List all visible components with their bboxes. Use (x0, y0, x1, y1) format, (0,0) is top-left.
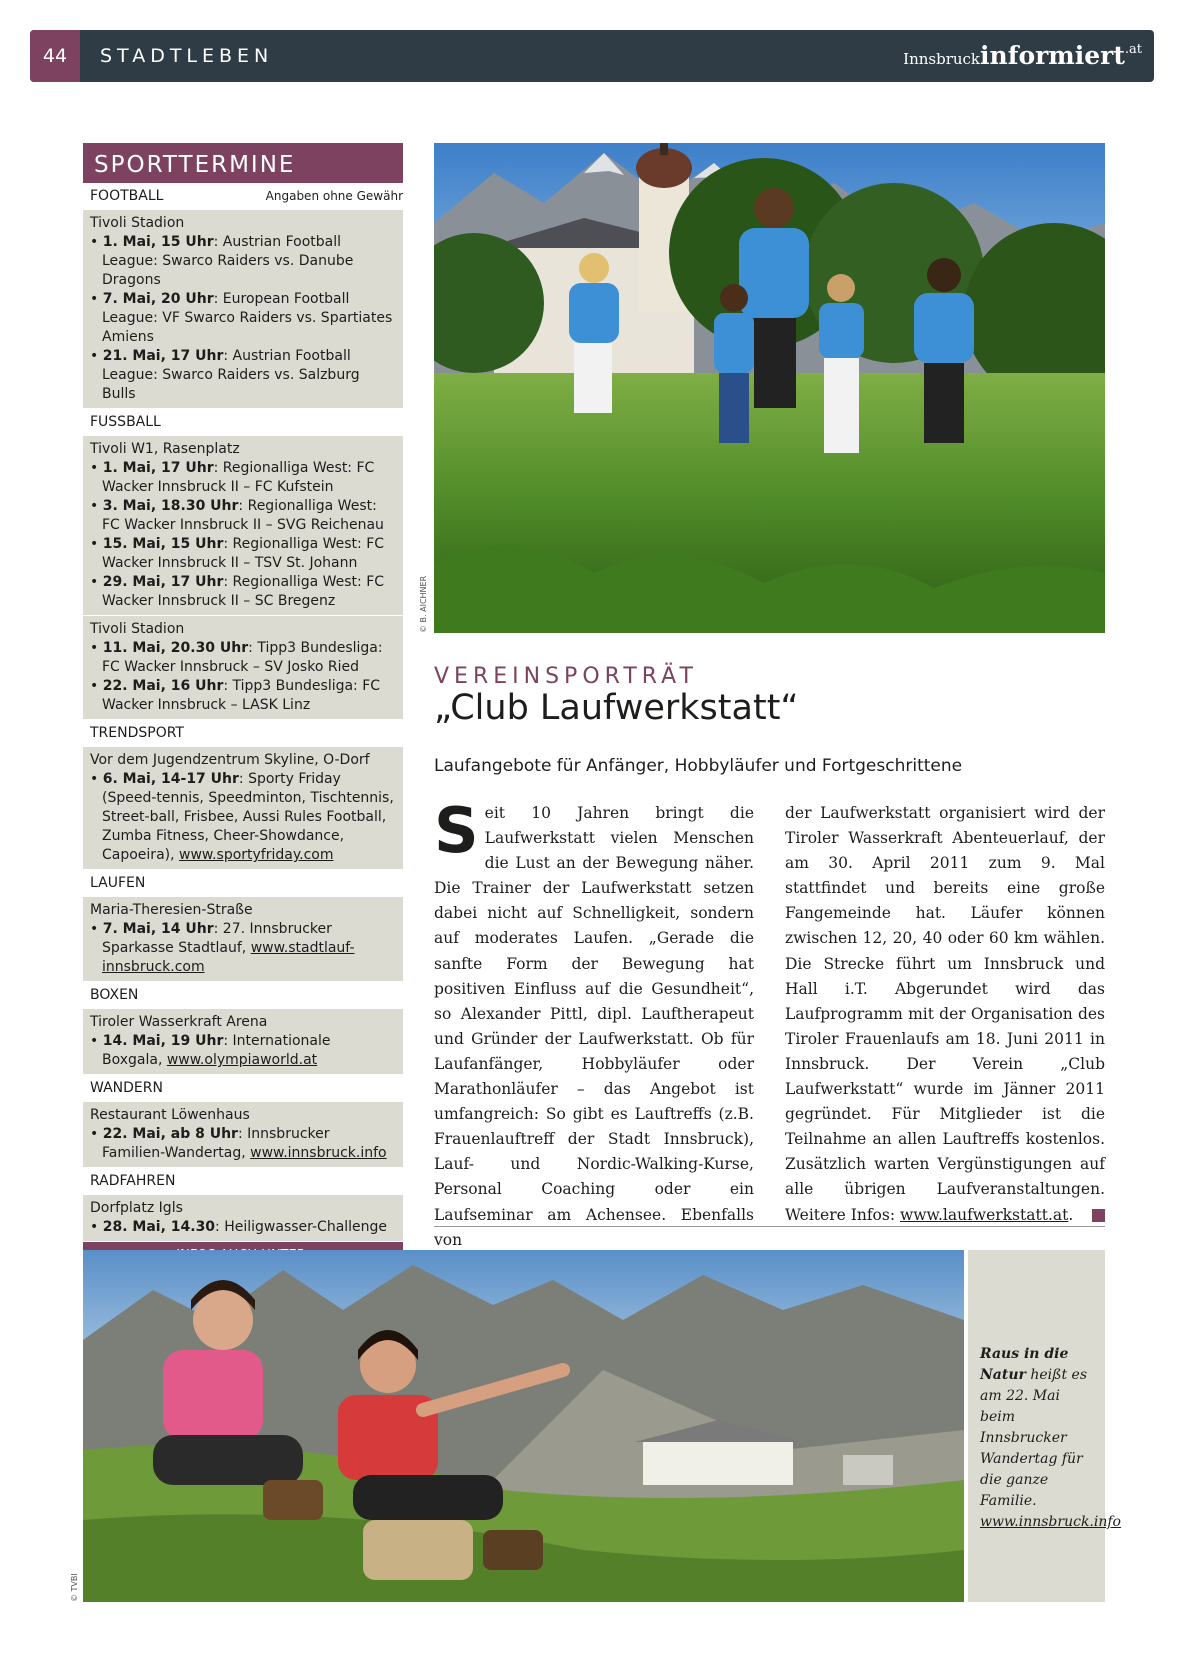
event-date: 29. Mai, 17 Uhr (102, 574, 224, 590)
category-trendsport (83, 720, 403, 747)
event-box-fussball-w1 (83, 436, 403, 615)
event-text: : Regionalliga West: FC Wacker Innsbruck II – TSV St. Johann (102, 536, 385, 571)
event-text: : Tipp3 Bundesliga: FC Wacker Innsbruck – LASK Linz (102, 678, 381, 713)
article-text-1: eit 10 Jahren bringt die Laufwerkstatt vielen Menschen die Lust an der Bewegung näher. Die Trainer der Laufwerkstatt setzen dabei nicht auf Schnelligkeit, sondern auf moderates Laufen. „Gerade die sanfte Form der Bewegung hat positiven Einfluss auf die Gesundheit“, so Alexander Pittl, dipl. Lauftherapeut und Gründer der Laufwerkstatt. Ob für Laufanfänger, Hobbyläufer oder Marathonläufer – das Angebot ist umfangreich: So gibt es Lauftreffs (z.B. Frauenlauftreff der Stadt Innsbruck), Lauf- und Nordic-Walking-Kurse, Personal Coaching oder ein Laufseminar am Achensee. Ebenfalls von (434, 804, 754, 1249)
event-item: • 7. Mai, 20 Uhr: European Football League: VF Swarco Raiders vs. Spartiates Amiens (90, 291, 393, 345)
photo-credit-bottom: © TVBI (70, 1573, 79, 1602)
event-date: 7. Mai, 20 Uhr (102, 291, 214, 307)
disclaimer: Angaben ohne Gewähr (265, 189, 403, 203)
event-text: : Heiligwasser-Challenge (215, 1219, 388, 1235)
category-label: LAUFEN (90, 875, 146, 891)
event-text: : Tipp3 Bundesliga: FC Wacker Innsbruck – SV Josko Ried (102, 640, 383, 675)
church-spire (660, 143, 668, 155)
event-link[interactable]: www.sportyfriday.com (179, 847, 334, 863)
category-laufen (83, 870, 403, 897)
event-location: Restaurant Löwenhaus (90, 1107, 250, 1123)
event-text: : Austrian Football League: Swarco Raiders vs. Salzburg Bulls (102, 348, 360, 402)
event-box-football (83, 210, 403, 408)
event-date: 3. Mai, 18.30 Uhr (102, 498, 239, 514)
runners-photo (434, 143, 1105, 633)
category-label: RADFAHREN (90, 1173, 176, 1189)
event-link[interactable]: www.innsbruck.info (250, 1145, 387, 1161)
event-text: : Sporty Friday (Speed-tennis, Speedminton, Tischtennis, Street-ball, Frisbee, Aussi Rules Football, Zumba Fitness, Cheer-Showdance, Capoeira), (102, 771, 394, 863)
article-link[interactable]: www.laufwerkstatt.at (900, 1205, 1069, 1224)
photo-credit-top: © B. AICHNER (419, 575, 428, 633)
category-label: BOXEN (90, 987, 139, 1003)
caption-text: heißt es am 22. Mai beim Innsbrucker Wandertag für die ganze Familie. (980, 1367, 1088, 1509)
event-text: : Regionalliga West: FC Wacker Innsbruck II – SC Bregenz (102, 574, 385, 609)
logo-part-at: .at (1124, 42, 1142, 57)
event-text: : Innsbrucker Familien-Wandertag, (102, 1126, 330, 1161)
event-item: • 15. Mai, 15 Uhr: Regionalliga West: FC Wacker Innsbruck II – TSV St. Johann (90, 536, 385, 571)
event-box-wandern (83, 1102, 403, 1167)
event-location: Tivoli Stadion (90, 215, 185, 231)
event-date: 6. Mai, 14-17 Uhr (102, 771, 239, 787)
category-label: WANDERN (90, 1080, 163, 1096)
event-text: : Regionalliga West: FC Wacker Innsbruck II – FC Kufstein (102, 460, 375, 495)
event-location: Tivoli Stadion (90, 621, 185, 637)
mountain-hut (643, 1440, 793, 1485)
event-item: • 1. Mai, 17 Uhr: Regionalliga West: FC Wacker Innsbruck II – FC Kufstein (90, 460, 375, 495)
logo-part-innsbruck: Innsbruck (903, 50, 981, 68)
caption-bold: Raus in die Natur (980, 1346, 1069, 1383)
event-date: 11. Mai, 20.30 Uhr (102, 640, 249, 656)
article-text-2: der Laufwerkstatt organisiert wird der Tiroler Wasserkraft Abenteuerlauf, der am 30. April 2011 zum 9. Mal stattfindet und bereits eine große Fangemeinde hat. Läufer können zwischen 12, 20, 40 oder 60 km wählen. Die Strecke führt um Innsbruck und Hall i.T. Abgerundet wird das Laufprogramm mit der Organisation des Tiroler Frauenlaufs am 18. Juni 2011 in Innsbruck. Der Verein „Club Laufwerkstatt“ wurde im Jänner 2011 gegründet. Für Mitglieder ist die Teilnahme an allen Lauftreffs kostenlos. Zusätzlich warten Vergünstigungen auf alle übrigen Laufveranstaltungen. Weitere Infos: (785, 804, 1105, 1224)
event-item: • 7. Mai, 14 Uhr: 27. Innsbrucker Sparkasse Stadtlauf, www.stadtlauf-innsbruck.com (90, 921, 355, 975)
event-date: 7. Mai, 14 Uhr (102, 921, 214, 937)
category-radfahren (83, 1168, 403, 1195)
event-item: • 22. Mai, ab 8 Uhr: Innsbrucker Familien-Wandertag, www.innsbruck.info (90, 1126, 387, 1161)
event-item: • 11. Mai, 20.30 Uhr: Tipp3 Bundesliga: FC Wacker Innsbruck – SV Josko Ried (90, 640, 383, 675)
lift-station (843, 1455, 893, 1485)
event-date: 22. Mai, ab 8 Uhr (102, 1126, 238, 1142)
event-date: 15. Mai, 15 Uhr (102, 536, 224, 552)
event-date: 21. Mai, 17 Uhr (102, 348, 224, 364)
event-text: : 27. Innsbrucker Sparkasse Stadtlauf, (102, 921, 332, 956)
event-item: • 21. Mai, 17 Uhr: Austrian Football League: Swarco Raiders vs. Salzburg Bulls (90, 348, 360, 402)
category-football (83, 183, 403, 210)
article-kicker: VEREINSPORTRÄT (434, 664, 698, 689)
event-box-trendsport (83, 747, 403, 869)
event-item: • 1. Mai, 15 Uhr: Austrian Football League: Swarco Raiders vs. Danube Dragons (90, 234, 354, 288)
event-location: Vor dem Jugendzentrum Skyline, O-Dorf (90, 752, 370, 768)
event-item: • 28. Mai, 14.30: Heiligwasser-Challenge (90, 1219, 388, 1235)
event-link[interactable]: www.olympiaworld.at (166, 1052, 318, 1068)
article-column-2 (785, 801, 1105, 1228)
event-date: 14. Mai, 19 Uhr (102, 1033, 224, 1049)
event-box-boxen (83, 1009, 403, 1074)
event-location: Tivoli W1, Rasenplatz (90, 441, 240, 457)
publication-logo (903, 41, 1142, 70)
event-box-fussball-stadion (83, 616, 403, 719)
category-fussball (83, 409, 403, 436)
event-item: • 22. Mai, 16 Uhr: Tipp3 Bundesliga: FC Wacker Innsbruck – LASK Linz (90, 678, 381, 713)
event-item: • 6. Mai, 14-17 Uhr: Sporty Friday (Speed-tennis, Speedminton, Tischtennis, Street-ball, Frisbee, Aussi Rules Football, Zumba Fitness, Cheer-Showdance, Capoeira), www.sportyfriday.com (90, 771, 394, 863)
article-divider (434, 1226, 1105, 1227)
page-header (30, 30, 1154, 82)
sporttermine-sidebar (83, 143, 403, 1319)
category-wandern (83, 1075, 403, 1102)
caption-link[interactable]: www.innsbruck.info (980, 1514, 1121, 1530)
event-text: : Internationale Boxgala, (102, 1033, 331, 1068)
event-date: 28. Mai, 14.30 (102, 1219, 216, 1235)
event-date: 1. Mai, 15 Uhr (102, 234, 214, 250)
hikers-photo (83, 1250, 964, 1602)
article-lead: Laufangebote für Anfänger, Hobbyläufer und Fortgeschrittene (434, 756, 963, 776)
photo-caption (968, 1250, 1121, 1602)
event-location: Dorfplatz Igls (90, 1200, 183, 1216)
event-item: • 14. Mai, 19 Uhr: Internationale Boxgala, www.olympiaworld.at (90, 1033, 331, 1068)
category-label: FOOTBALL (90, 188, 164, 204)
event-date: 22. Mai, 16 Uhr (102, 678, 224, 694)
event-box-laufen (83, 897, 403, 981)
logo-part-informiert: informiert (980, 41, 1125, 70)
event-date: 1. Mai, 17 Uhr (102, 460, 214, 476)
event-box-radfahren (83, 1195, 403, 1241)
article-text-2-end: . (1068, 1205, 1074, 1224)
article-column-1 (434, 794, 754, 1253)
section-title: STADTLEBEN (100, 45, 274, 67)
event-text: : Regionalliga West: FC Wacker Innsbruck II – SVG Reichenau (102, 498, 384, 533)
event-link[interactable]: www.stadtlauf-innsbruck.com (102, 940, 355, 975)
event-location: Maria-Theresien-Straße (90, 902, 253, 918)
category-label: TRENDSPORT (90, 725, 184, 741)
event-text: : European Football League: VF Swarco Raiders vs. Spartiates Amiens (102, 291, 393, 345)
category-label: FUSSBALL (90, 414, 161, 430)
page-number: 44 (30, 30, 80, 82)
sidebar-title: SPORTTERMINE (83, 143, 403, 183)
end-mark-icon (1092, 1209, 1105, 1222)
event-item: • 29. Mai, 17 Uhr: Regionalliga West: FC Wacker Innsbruck II – SC Bregenz (90, 574, 385, 609)
article-headline: „Club Laufwerkstatt“ (434, 688, 799, 728)
event-item: • 3. Mai, 18.30 Uhr: Regionalliga West: FC Wacker Innsbruck II – SVG Reichenau (90, 498, 384, 533)
drop-cap: S (434, 794, 479, 867)
event-text: : Austrian Football League: Swarco Raiders vs. Danube Dragons (102, 234, 354, 288)
event-location: Tiroler Wasserkraft Arena (90, 1014, 268, 1030)
category-boxen (83, 982, 403, 1009)
